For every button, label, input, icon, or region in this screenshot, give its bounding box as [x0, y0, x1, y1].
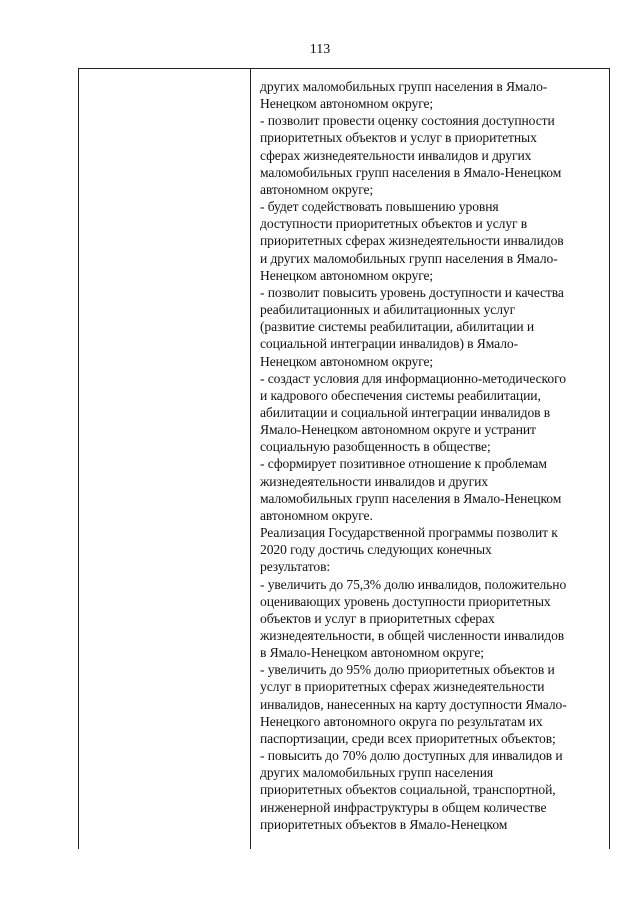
text-line: - будет содействовать повышению уровня	[260, 199, 499, 215]
text-line: паспортизации, среди всех приоритетных объектов;	[260, 730, 556, 746]
text-line: приоритетных объектов в Ямало-Ненецком	[260, 816, 508, 832]
text-line: Ненецком автономном округе;	[260, 267, 434, 283]
table-left-column	[79, 69, 251, 849]
text-line: - создаст условия для информационно-методического	[260, 370, 566, 386]
text-line: реабилитационных и абилитационных услуг	[260, 302, 516, 318]
text-line: - повысить до 70% долю доступных для инвалидов и	[260, 748, 563, 764]
text-line: абилитации и социальной интеграции инвалидов в	[260, 404, 551, 420]
text-line: сферах жизнедеятельности инвалидов и других	[260, 147, 532, 163]
text-line: - позволит повысить уровень доступности и качества	[260, 284, 564, 300]
text-line: автономном округе;	[260, 181, 374, 197]
text-line: оценивающих уровень доступности приоритетных	[260, 593, 551, 609]
document-table	[78, 68, 610, 849]
text-line: объектов и услуг в приоритетных сферах	[260, 610, 495, 626]
text-line: и других маломобильных групп населения в Ямало-	[260, 250, 558, 266]
text-line: результатов:	[260, 559, 331, 575]
text-line: жизнедеятельности инвалидов и других	[260, 473, 488, 489]
text-line: Ненецком автономном округе;	[260, 96, 434, 112]
text-line: инвалидов, нанесенных на карту доступности Ямало-	[260, 696, 567, 712]
text-line: в Ямало-Ненецком автономном округе;	[260, 645, 484, 661]
text-line: приоритетных сферах жизнедеятельности инвалидов	[260, 233, 564, 249]
text-line: доступности приоритетных объектов и услуг в	[260, 216, 528, 232]
text-line: автономном округе.	[260, 507, 373, 523]
text-line: социальную разобщенность в обществе;	[260, 439, 491, 455]
text-line: Ямало-Ненецком автономном округе и устранит	[260, 422, 536, 438]
text-line: приоритетных объектов социальной, транспортной,	[260, 782, 556, 798]
page-number: 113	[309, 42, 331, 57]
text-line: - сформирует позитивное отношение к проблемам	[260, 456, 547, 472]
text-line: маломобильных групп населения в Ямало-Ненецком	[260, 490, 562, 506]
text-line: - позволит провести оценку состояния доступности	[260, 113, 555, 129]
text-line: 2020 году достичь следующих конечных	[260, 542, 492, 558]
text-line: (развитие системы реабилитации, абилитации и	[260, 319, 535, 335]
text-line: Ненецком автономном округе;	[260, 353, 434, 369]
text-line: Реализация Государственной программы позволит к	[260, 525, 558, 541]
text-line: Ненецкого автономного округа по результатам их	[260, 713, 543, 729]
text-line: и кадрового обеспечения системы реабилитации,	[260, 387, 541, 403]
text-line: инженерной инфраструктуры в общем количестве	[260, 799, 547, 815]
text-line: приоритетных объектов и услуг в приоритетных	[260, 130, 537, 146]
table-right-column	[251, 69, 609, 849]
text-line: жизнедеятельности, в общей численности инвалидов	[260, 628, 565, 643]
text-line: - увеличить до 75,3% долю инвалидов, положительно	[260, 576, 567, 592]
text-line: социальной интеграции инвалидов) в Ямало-	[260, 336, 519, 352]
text-line: других маломобильных групп населения в Ямало-	[260, 79, 548, 94]
text-line: маломобильных групп населения в Ямало-Ненецком	[260, 164, 562, 180]
text-line: других маломобильных групп населения	[260, 765, 494, 781]
text-line: услуг в приоритетных сферах жизнедеятельности	[260, 679, 545, 695]
text-line: - увеличить до 95% долю приоритетных объектов и	[260, 662, 555, 678]
